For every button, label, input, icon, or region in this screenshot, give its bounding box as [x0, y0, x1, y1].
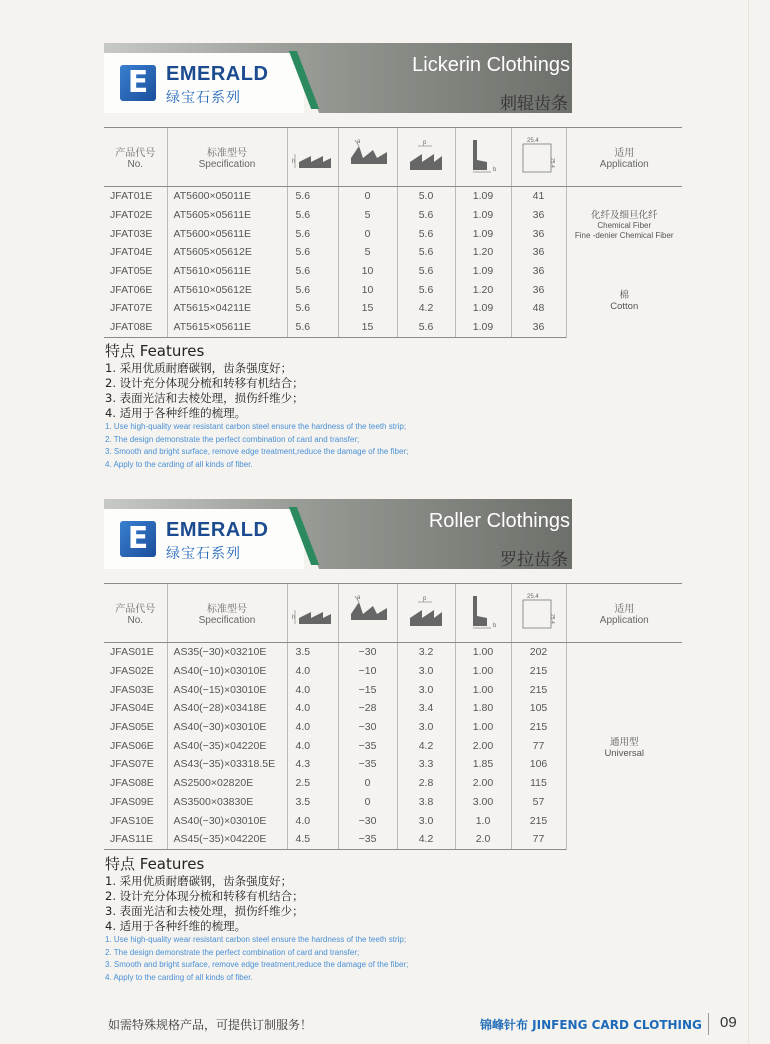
- feature-cn-4: 4. 适用于各种纤维的梳理。: [105, 919, 247, 933]
- application-cn: 通用型: [609, 736, 639, 748]
- svg-text:a: a: [356, 594, 360, 601]
- density-cell: 57: [511, 793, 566, 812]
- pitch-cell: 3.0: [397, 662, 455, 681]
- height-cell: 5.6: [287, 299, 338, 318]
- page-number: 09: [720, 1014, 737, 1031]
- height-cell: 5.6: [287, 262, 338, 281]
- lickerin-section: [104, 43, 682, 338]
- section-title-cn: 罗拉齿条: [500, 550, 568, 570]
- pitch-cell: 3.3: [397, 755, 455, 774]
- pitch-cell: 4.2: [397, 736, 455, 755]
- feature-cn-1: 1. 采用优质耐磨碳钢，齿条强度好；: [105, 361, 293, 375]
- feature-cn-4: 4. 适用于各种纤维的梳理。: [105, 406, 247, 420]
- page-edge-line: [748, 0, 749, 1044]
- spec-cell: AT5605×05611E: [167, 206, 287, 225]
- height-cell: 5.6: [287, 318, 338, 337]
- svg-text:25.4: 25.4: [548, 613, 555, 624]
- application-en: Chemical Fiber: [597, 221, 652, 231]
- lickerin-features: [105, 340, 408, 471]
- svg-text:p: p: [423, 595, 427, 602]
- angle-cell: 15: [338, 299, 397, 318]
- table-row: [104, 187, 682, 206]
- spec-cell: AT5610×05611E: [167, 262, 287, 281]
- brand-name: EMERALD: [166, 63, 269, 85]
- brand-name: EMERALD: [166, 519, 269, 541]
- height-cell: 4.0: [287, 811, 338, 830]
- roller-features: [105, 853, 408, 984]
- angle-cell: −35: [338, 830, 397, 849]
- base-cell: 1.20: [455, 280, 511, 299]
- angle-cell: 10: [338, 262, 397, 281]
- pitch-diagram-icon: [397, 128, 455, 187]
- pitch-cell: 5.6: [397, 262, 455, 281]
- feature-en-3: 3. Smooth and bright surface, remove edge treatment,reduce the damage of the fiber;: [105, 960, 409, 970]
- header-spec: 标准型号 Specification: [167, 128, 287, 187]
- svg-text:p: p: [423, 139, 427, 146]
- spec-cell: AS40(−30)×03010E: [167, 718, 287, 737]
- feature-en-4: 4. Apply to the carding of all kinds of fiber.: [105, 459, 253, 469]
- height-diagram-icon: [287, 128, 338, 187]
- base-cell: 1.09: [455, 318, 511, 337]
- spec-cell: AT5600×05011E: [167, 187, 287, 206]
- pitch-cell: 5.6: [397, 243, 455, 262]
- height-cell: 4.0: [287, 736, 338, 755]
- pitch-cell: 2.8: [397, 774, 455, 793]
- spec-cell: AT5605×05612E: [167, 243, 287, 262]
- height-cell: 4.0: [287, 662, 338, 681]
- table-row: [104, 262, 682, 281]
- application-en-2: Fine -denier Chemical Fiber: [574, 231, 674, 241]
- height-cell: 4.0: [287, 718, 338, 737]
- spec-cell: AT5615×04211E: [167, 299, 287, 318]
- pitch-cell: 5.6: [397, 280, 455, 299]
- angle-cell: 5: [338, 243, 397, 262]
- svg-text:a: a: [356, 138, 360, 145]
- pitch-cell: 5.0: [397, 187, 455, 206]
- height-diagram-icon: [287, 584, 338, 643]
- height-cell: 5.6: [287, 243, 338, 262]
- svg-text:h: h: [291, 614, 295, 621]
- feature-cn-3: 3. 表面光洁和去棱处理，损伤纤维少；: [105, 391, 304, 405]
- density-cell: 215: [511, 718, 566, 737]
- height-cell: 4.0: [287, 699, 338, 718]
- base-cell: 1.09: [455, 299, 511, 318]
- footer-divider: [708, 1013, 709, 1035]
- base-width-diagram-icon: [455, 584, 511, 643]
- code-cell: JFAS05E: [110, 721, 154, 734]
- angle-cell: −15: [338, 680, 397, 699]
- company-name: 锦峰针布 JINFENG CARD CLOTHING: [480, 1018, 702, 1032]
- base-cell: 1.09: [455, 187, 511, 206]
- angle-cell: 5: [338, 206, 397, 225]
- pitch-diagram-icon: [397, 584, 455, 643]
- feature-cn-1: 1. 采用优质耐磨碳钢，齿条强度好；: [105, 874, 293, 888]
- brand-name-cn: 绿宝石系列: [166, 546, 241, 562]
- angle-cell: −30: [338, 718, 397, 737]
- base-cell: 1.20: [455, 243, 511, 262]
- code-cell: JFAT06E: [110, 283, 153, 296]
- application-cn: 化纤及细旦化纤: [590, 210, 658, 222]
- pitch-cell: 3.0: [397, 680, 455, 699]
- roller-section: [104, 499, 682, 850]
- application-en: Cotton: [610, 300, 639, 312]
- density-cell: 36: [511, 206, 566, 225]
- code-cell: JFAT04E: [110, 246, 153, 259]
- pitch-cell: 5.6: [397, 206, 455, 225]
- section-title: Roller Clothings: [428, 510, 570, 532]
- table-row: [104, 643, 682, 662]
- code-cell: JFAS11E: [104, 830, 167, 849]
- application-cell: [566, 187, 682, 262]
- height-cell: 5.6: [287, 224, 338, 243]
- code-cell: JFAS06E: [110, 739, 154, 752]
- angle-cell: 0: [338, 187, 397, 206]
- code-cell: JFAS07E: [110, 758, 154, 771]
- base-cell: 1.00: [455, 718, 511, 737]
- custom-service-note: 如需特殊规格产品，可提供订制服务！: [108, 1018, 313, 1032]
- density-cell: 41: [511, 187, 566, 206]
- density-cell: 105: [511, 699, 566, 718]
- code-cell: JFAT01E: [110, 190, 153, 203]
- base-cell: 1.0: [455, 811, 511, 830]
- code-cell: JFAS04E: [110, 702, 154, 715]
- brand-name-cn: 绿宝石系列: [166, 90, 241, 106]
- height-cell: 4.0: [287, 680, 338, 699]
- section-banner: [104, 43, 572, 113]
- code-cell: JFAT05E: [110, 265, 153, 278]
- code-cell: JFAS10E: [110, 814, 154, 827]
- density-cell: 77: [511, 830, 566, 849]
- pitch-cell: 4.2: [397, 299, 455, 318]
- density-cell: 36: [511, 280, 566, 299]
- angle-cell: −10: [338, 662, 397, 681]
- density-cell: 36: [511, 262, 566, 281]
- height-cell: 2.5: [287, 774, 338, 793]
- spec-cell: AS2500×02820E: [167, 774, 287, 793]
- feature-en-1: 1. Use high-quality wear resistant carbon steel ensure the hardness of the teeth strip;: [105, 422, 407, 431]
- angle-cell: 15: [338, 318, 397, 337]
- lickerin-spec-table: [104, 127, 682, 338]
- density-square-icon: [511, 584, 566, 643]
- pitch-cell: 4.2: [397, 830, 455, 849]
- pitch-cell: 3.4: [397, 699, 455, 718]
- density-cell: 36: [511, 243, 566, 262]
- angle-diagram-icon: [338, 128, 397, 187]
- features-title: 特点 Features: [105, 855, 205, 873]
- density-cell: 215: [511, 811, 566, 830]
- svg-text:25.4: 25.4: [526, 593, 539, 600]
- height-cell: 4.5: [287, 830, 338, 849]
- angle-diagram-icon: [338, 584, 397, 643]
- spec-cell: AS45(−35)×04220E: [167, 830, 287, 849]
- height-cell: 5.6: [287, 187, 338, 206]
- base-cell: 1.09: [455, 224, 511, 243]
- spec-cell: AT5610×05612E: [167, 280, 287, 299]
- pitch-cell: 3.8: [397, 793, 455, 812]
- spec-cell: AS40(−15)×03010E: [167, 680, 287, 699]
- application-cn: 棉: [619, 289, 629, 301]
- base-cell: 2.0: [455, 830, 511, 849]
- emerald-logo-icon: E: [120, 521, 156, 557]
- spec-cell: AT5615×05611E: [167, 318, 287, 337]
- svg-text:b: b: [493, 622, 497, 629]
- code-cell: JFAS01E: [110, 646, 154, 659]
- spec-cell: AT5600×05611E: [167, 224, 287, 243]
- density-square-icon: [511, 128, 566, 187]
- height-cell: 3.5: [287, 643, 338, 662]
- density-cell: 106: [511, 755, 566, 774]
- angle-cell: −28: [338, 699, 397, 718]
- base-cell: 1.00: [455, 643, 511, 662]
- roller-spec-table: [104, 583, 682, 850]
- spec-cell: AS3500×03830E: [167, 793, 287, 812]
- density-cell: 77: [511, 736, 566, 755]
- section-title-cn: 刺辊齿条: [500, 94, 568, 114]
- spec-cell: AS40(−28)×03418E: [167, 699, 287, 718]
- angle-cell: −35: [338, 755, 397, 774]
- pitch-cell: 5.6: [397, 224, 455, 243]
- base-cell: 2.00: [455, 736, 511, 755]
- pitch-cell: 3.0: [397, 811, 455, 830]
- angle-cell: −30: [338, 643, 397, 662]
- spec-cell: AS43(−35)×03318.5E: [167, 755, 287, 774]
- code-cell: JFAS09E: [110, 795, 154, 808]
- angle-cell: 0: [338, 774, 397, 793]
- code-cell: JFAS02E: [110, 665, 154, 678]
- features-title: 特点 Features: [105, 342, 205, 360]
- header-code: 产品代号 No.: [104, 128, 167, 187]
- angle-cell: 10: [338, 280, 397, 299]
- code-cell: JFAS08E: [110, 777, 154, 790]
- base-cell: 1.85: [455, 755, 511, 774]
- spec-cell: AS40(−30)×03010E: [167, 811, 287, 830]
- base-cell: 1.00: [455, 662, 511, 681]
- density-cell: 36: [511, 318, 566, 337]
- svg-text:h: h: [291, 158, 295, 165]
- svg-text:25.4: 25.4: [526, 137, 539, 144]
- svg-text:25.4: 25.4: [548, 157, 555, 168]
- emerald-logo-icon: E: [120, 65, 156, 101]
- pitch-cell: 3.2: [397, 643, 455, 662]
- header-application: 适用 Application: [566, 584, 682, 643]
- spec-cell: AS35(−30)×03210E: [167, 643, 287, 662]
- angle-cell: 0: [338, 224, 397, 243]
- angle-cell: 0: [338, 793, 397, 812]
- feature-cn-3: 3. 表面光洁和去棱处理，损伤纤维少；: [105, 904, 304, 918]
- feature-en-1: 1. Use high-quality wear resistant carbon steel ensure the hardness of the teeth strip;: [105, 935, 407, 944]
- code-cell: JFAT02E: [110, 209, 153, 222]
- base-cell: 1.09: [455, 262, 511, 281]
- code-cell: JFAT08E: [104, 318, 167, 337]
- code-cell: JFAS03E: [110, 683, 154, 696]
- angle-cell: −35: [338, 736, 397, 755]
- feature-en-2: 2. The design demonstrate the perfect combination of card and transfer;: [105, 947, 360, 957]
- pitch-cell: 5.6: [397, 318, 455, 337]
- height-cell: 5.6: [287, 206, 338, 225]
- header-spec: 标准型号 Specification: [167, 584, 287, 643]
- density-cell: 48: [511, 299, 566, 318]
- height-cell: 3.5: [287, 793, 338, 812]
- header-code: 产品代号 No.: [104, 584, 167, 643]
- base-cell: 1.80: [455, 699, 511, 718]
- height-cell: 4.3: [287, 755, 338, 774]
- spec-cell: AS40(−35)×04220E: [167, 736, 287, 755]
- height-cell: 5.6: [287, 280, 338, 299]
- base-width-diagram-icon: [455, 128, 511, 187]
- feature-cn-2: 2. 设计充分体现分梳和转移有机结合；: [105, 889, 304, 903]
- svg-text:b: b: [493, 166, 497, 173]
- feature-cn-2: 2. 设计充分体现分梳和转移有机结合；: [105, 376, 304, 390]
- density-cell: 115: [511, 774, 566, 793]
- code-cell: JFAT03E: [110, 227, 153, 240]
- base-cell: 2.00: [455, 774, 511, 793]
- section-title: Lickerin Clothings: [412, 54, 570, 76]
- application-cell: [566, 643, 682, 850]
- base-cell: 1.00: [455, 680, 511, 699]
- pitch-cell: 3.0: [397, 718, 455, 737]
- feature-en-4: 4. Apply to the carding of all kinds of fiber.: [105, 972, 253, 982]
- density-cell: 215: [511, 662, 566, 681]
- code-cell: JFAT07E: [110, 302, 153, 315]
- density-cell: 215: [511, 680, 566, 699]
- spec-cell: AS40(−10)×03010E: [167, 662, 287, 681]
- base-cell: 3.00: [455, 793, 511, 812]
- density-cell: 36: [511, 224, 566, 243]
- application-cell: [566, 262, 682, 337]
- feature-en-3: 3. Smooth and bright surface, remove edge treatment,reduce the damage of the fiber;: [105, 447, 409, 457]
- header-application: 适用 Application: [566, 128, 682, 187]
- section-banner: [104, 499, 572, 569]
- base-cell: 1.09: [455, 206, 511, 225]
- feature-en-2: 2. The design demonstrate the perfect combination of card and transfer;: [105, 434, 360, 444]
- angle-cell: −30: [338, 811, 397, 830]
- application-en: Universal: [604, 747, 645, 759]
- density-cell: 202: [511, 643, 566, 662]
